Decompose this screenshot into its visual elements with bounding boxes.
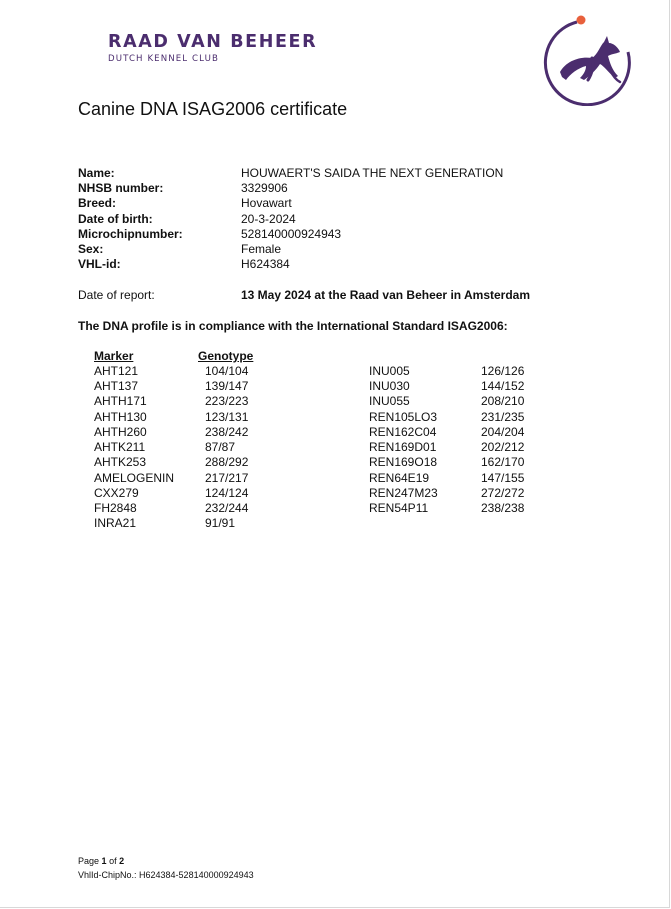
genotype-cell: 232/244: [205, 501, 249, 515]
genotype-cell: 204/204: [481, 425, 525, 439]
field-label: Microchipnumber:: [78, 227, 183, 241]
field-label: VHL-id:: [78, 257, 121, 271]
genotype-cell: 238/238: [481, 501, 525, 515]
genotype-cell: 162/170: [481, 455, 525, 469]
genotype-cell: 223/223: [205, 394, 249, 408]
field-label: Name:: [78, 166, 115, 180]
report-date-label: Date of report:: [78, 288, 155, 302]
marker-cell: REN64E19: [369, 471, 430, 485]
marker-cell: REN169D01: [369, 440, 437, 454]
page-number: [78, 856, 124, 867]
compliance-statement: The DNA profile is in compliance with the International Standard ISAG2006:: [78, 319, 508, 333]
marker-cell: INU055: [369, 394, 410, 408]
report-date-value: 13 May 2024 at the Raad van Beheer in Amsterdam: [241, 288, 531, 302]
field-label: Breed:: [78, 196, 117, 210]
marker-cell: FH2848: [94, 501, 137, 515]
genotype-cell: 123/131: [205, 410, 249, 424]
marker-cell: AHT137: [94, 379, 139, 393]
brand-header: [108, 32, 317, 65]
genotype-cell: 126/126: [481, 364, 525, 378]
genotype-cell: 217/217: [205, 471, 249, 485]
field-value: Hovawart: [241, 196, 292, 210]
marker-cell: AHTH171: [94, 394, 147, 408]
field-value: H624384: [241, 257, 290, 271]
marker-cell: AHTH260: [94, 425, 147, 439]
marker-cell: INRA21: [94, 516, 137, 530]
page-word: Page: [78, 856, 100, 866]
field-value: HOUWAERT'S SAIDA THE NEXT GENERATION: [241, 166, 504, 180]
jumping-dog-logo-icon: [540, 14, 632, 106]
field-label: Date of birth:: [78, 212, 153, 226]
marker-cell: REN162C04: [369, 425, 437, 439]
marker-cell: AHTK211: [94, 440, 146, 454]
marker-cell: REN169O18: [369, 455, 438, 469]
genotype-cell: 231/235: [481, 410, 525, 424]
page-total: 2: [119, 856, 125, 866]
genotype-cell: 202/212: [481, 440, 525, 454]
field-value: 20-3-2024: [241, 212, 296, 226]
marker-cell: AHT121: [94, 364, 139, 378]
genotype-cell: 288/292: [205, 455, 249, 469]
field-label: NHSB number:: [78, 181, 164, 195]
genotype-cell: 208/210: [481, 394, 525, 408]
marker-cell: AMELOGENIN: [94, 471, 175, 485]
genotype-cell: 139/147: [205, 379, 249, 393]
marker-column-header: Marker: [94, 349, 134, 363]
genotype-cell: 147/155: [481, 471, 525, 485]
field-value: Female: [241, 242, 282, 256]
genotype-cell: 104/104: [205, 364, 249, 378]
page-of: of: [109, 856, 117, 866]
certificate-title: Canine DNA ISAG2006 certificate: [78, 99, 348, 119]
marker-cell: REN105LO3: [369, 410, 438, 424]
genotype-cell: 144/152: [481, 379, 525, 393]
marker-cell: REN247M23: [369, 486, 438, 500]
marker-cell: REN54P11: [369, 501, 429, 515]
marker-cell: INU030: [369, 379, 410, 393]
brand-subtitle: DUTCH KENNEL CLUB: [108, 54, 219, 64]
genotype-cell: 272/272: [481, 486, 525, 500]
footer-chip-id: VhlId-ChipNo.: H624384-528140000924943: [78, 870, 254, 880]
genotype-cell: 87/87: [205, 440, 236, 454]
brand-name: RAAD VAN BEHEER: [108, 32, 318, 52]
marker-cell: AHTH130: [94, 410, 147, 424]
marker-cell: AHTK253: [94, 455, 147, 469]
genotype-cell: 238/242: [205, 425, 249, 439]
marker-cell: INU005: [369, 364, 410, 378]
genotype-column-header: Genotype: [198, 349, 254, 363]
field-label: Sex:: [78, 242, 104, 256]
field-value: 3329906: [241, 181, 288, 195]
page-current: 1: [101, 856, 107, 866]
marker-cell: CXX279: [94, 486, 139, 500]
field-value: 528140000924943: [241, 227, 342, 241]
genotype-cell: 91/91: [205, 516, 236, 530]
genotype-cell: 124/124: [205, 486, 249, 500]
